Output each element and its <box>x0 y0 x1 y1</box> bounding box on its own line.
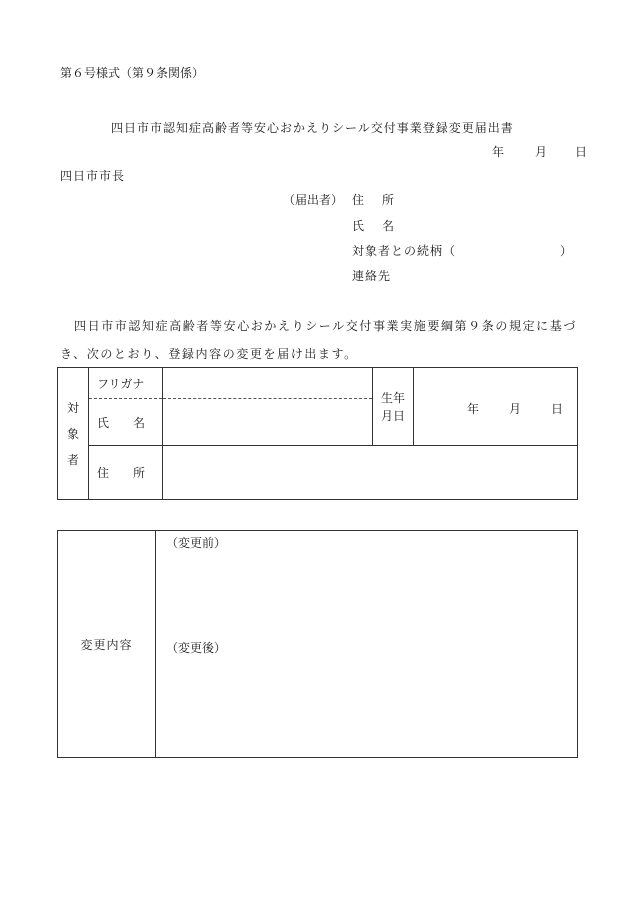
notifier-label: （届出者） <box>283 193 344 207</box>
form-number: 第６号様式（第９条関係） <box>60 66 205 80</box>
change-after-label: （変更後） <box>166 641 227 655</box>
subject-table <box>57 367 578 500</box>
subject-group-label <box>58 368 89 500</box>
document-title: 四日市市認知症高齢者等安心おかえりシール交付事業登録変更届出書 <box>111 121 514 135</box>
subject-group-char-3: 者 <box>66 452 79 467</box>
notifier-contact-label: 連絡先 <box>352 269 392 283</box>
birthdate-label-line1: 生年 <box>380 390 405 405</box>
furigana-label: フリガナ <box>89 368 163 399</box>
subject-group-char-1: 対 <box>66 400 79 415</box>
notifier-name-label: 氏 名 <box>352 219 398 233</box>
change-content-label: 変更内容 <box>58 531 156 758</box>
subject-name-label: 氏 名 <box>89 399 163 446</box>
date-year-label: 年 <box>492 145 505 159</box>
birthdate-field[interactable] <box>414 368 578 446</box>
notifier-relationship-close: ） <box>560 244 573 258</box>
furigana-field[interactable] <box>163 368 373 399</box>
change-content-field[interactable] <box>156 531 578 758</box>
birth-year-label: 年 <box>467 402 480 416</box>
notifier-relationship-label: 対象者との続柄（ <box>352 244 457 258</box>
addressee: 四日市市長 <box>60 169 126 183</box>
birthdate-label-line2: 月日 <box>380 408 405 423</box>
body-paragraph-text: 四日市市認知症高齢者等安心おかえりシール交付事業実施要綱第９条の規定に基づき、次のとおり、登録内容の変更を届け出ます。 <box>60 319 577 361</box>
date-month-label: 月 <box>535 145 548 159</box>
subject-name-field[interactable] <box>163 399 373 446</box>
notifier-address-label: 住 所 <box>352 193 398 207</box>
birthdate-label <box>373 368 414 446</box>
subject-group-char-2: 象 <box>66 426 79 441</box>
change-table <box>57 530 578 758</box>
body-paragraph <box>60 312 590 368</box>
date-day-label: 日 <box>575 145 588 159</box>
birth-day-label: 日 <box>551 402 564 416</box>
birth-month-label: 月 <box>509 402 522 416</box>
subject-address-label: 住 所 <box>89 446 163 500</box>
subject-address-field[interactable] <box>163 446 578 500</box>
change-before-label: （変更前） <box>166 536 227 550</box>
